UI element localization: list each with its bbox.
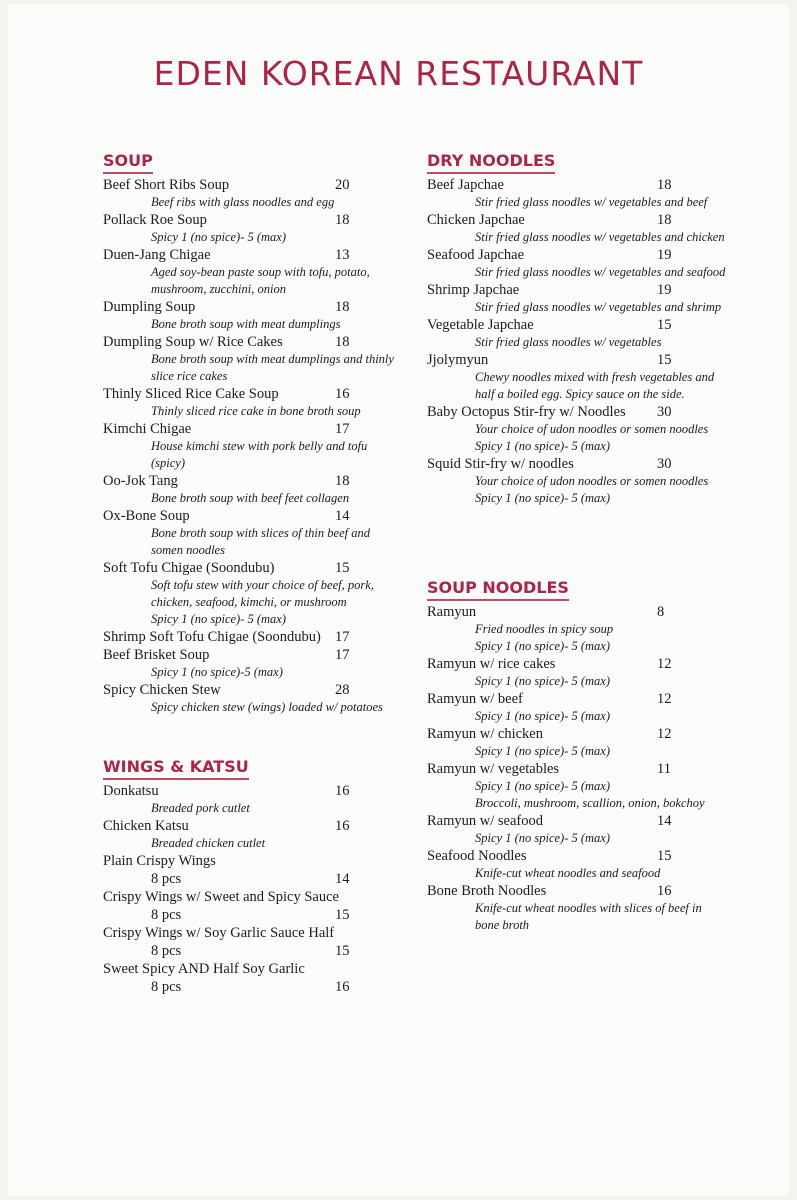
item-name: Ramyun w/ beef <box>427 691 523 707</box>
item-price: 16 <box>657 883 672 899</box>
menu-item <box>103 246 403 298</box>
item-description: Spicy 1 (no spice)-5 (max) <box>151 665 283 679</box>
item-description: Stir fried glass noodles w/ vegetables and chicken <box>475 230 725 244</box>
item-price: 17 <box>335 629 350 645</box>
item-name: Thinly Sliced Rice Cake Soup <box>103 386 279 402</box>
item-price: 18 <box>657 177 672 193</box>
item-price: 16 <box>335 783 350 799</box>
menu-item <box>427 351 727 403</box>
item-name: Bone Broth Noodles <box>427 883 547 899</box>
item-description: Spicy 1 (no spice)- 5 (max) <box>475 491 611 505</box>
menu-item <box>103 507 403 559</box>
item-price: 18 <box>335 334 350 350</box>
item-price: 15 <box>657 848 672 864</box>
restaurant-title: EDEN KOREAN RESTAURANT <box>153 54 644 93</box>
menu-section-soup-noodles <box>427 577 727 934</box>
item-description: Your choice of udon noodles or somen noodles <box>475 474 709 488</box>
item-price: 30 <box>657 456 672 472</box>
menu-item <box>427 455 727 507</box>
item-name: Jjolymyun <box>427 352 489 368</box>
item-price: 12 <box>657 691 672 707</box>
item-description: Bone broth soup with meat dumplings and thinly slice rice cakes <box>151 352 394 383</box>
item-description: Breaded pork cutlet <box>151 801 250 815</box>
item-name: Duen-Jang Chigae <box>103 247 211 263</box>
item-price: 16 <box>335 818 350 834</box>
item-price: 14 <box>657 813 672 829</box>
menu-item <box>427 403 727 455</box>
item-price: 16 <box>335 979 350 995</box>
item-price: 15 <box>335 943 350 959</box>
menu-item <box>427 690 727 725</box>
item-price: 20 <box>335 177 350 193</box>
menu-item <box>103 176 403 211</box>
item-name: Ramyun <box>427 604 477 620</box>
item-description: Spicy 1 (no spice)- 5 (max) <box>475 639 611 653</box>
menu-item <box>427 316 727 351</box>
item-name: Kimchi Chigae <box>103 421 192 437</box>
menu-item <box>103 628 403 646</box>
section-title: SOUP NOODLES <box>427 577 569 601</box>
item-description: Spicy 1 (no spice)- 5 (max) <box>475 779 611 793</box>
item-name: Ramyun w/ rice cakes <box>427 656 556 672</box>
item-description: Aged soy-bean paste soup with tofu, potato, mushroom, zucchini, onion <box>151 265 370 296</box>
item-name: Spicy Chicken Stew <box>103 682 221 698</box>
item-description: Broccoli, mushroom, scallion, onion, bokchoy <box>475 796 705 810</box>
item-description: Bone broth soup with beef feet collagen <box>151 491 350 505</box>
item-name: Ramyun w/ chicken <box>427 726 543 742</box>
item-name: Ramyun w/ vegetables <box>427 761 560 777</box>
item-description: Spicy 1 (no spice)- 5 (max) <box>475 709 611 723</box>
item-name: Chicken Japchae <box>427 212 525 228</box>
item-price: 18 <box>335 473 350 489</box>
item-price: 16 <box>335 386 350 402</box>
menu-item <box>103 924 403 942</box>
item-description: Stir fried glass noodles w/ vegetables and seafood <box>475 265 726 279</box>
item-price: 13 <box>335 247 350 263</box>
item-description: Your choice of udon noodles or somen noodles <box>475 422 709 436</box>
item-description: Chewy noodles mixed with fresh vegetables and half a boiled egg. Spicy sauce on the side. <box>475 370 715 401</box>
item-description: Knife-cut wheat noodles and seafood <box>475 866 661 880</box>
item-description: Spicy 1 (no spice)- 5 (max) <box>151 230 287 244</box>
item-price: 18 <box>335 212 350 228</box>
menu-item <box>103 385 403 420</box>
item-name: Chicken Katsu <box>103 818 189 834</box>
item-price: 15 <box>335 907 350 923</box>
item-description: Spicy 1 (no spice)- 5 (max) <box>475 831 611 845</box>
item-description: Fried noodles in spicy soup <box>475 622 614 636</box>
item-name: Ramyun w/ seafood <box>427 813 543 829</box>
menu-item <box>427 760 727 812</box>
item-name: Seafood Japchae <box>427 247 525 263</box>
menu-item <box>427 211 727 246</box>
item-name: Soft Tofu Chigae (Soondubu) <box>103 560 275 576</box>
item-name: Seafood Noodles <box>427 848 527 864</box>
section-title: WINGS & KATSU <box>103 756 249 780</box>
item-name: Donkatsu <box>103 783 159 799</box>
item-price: 14 <box>335 871 350 887</box>
menu-section-soup <box>103 150 403 716</box>
item-description: Spicy chicken stew (wings) loaded w/ potatoes <box>151 700 383 714</box>
item-price: 18 <box>335 299 350 315</box>
menu-item <box>427 603 727 655</box>
item-name: 8 pcs <box>151 943 182 959</box>
menu-item <box>103 559 403 628</box>
item-name: Shrimp Japchae <box>427 282 520 298</box>
menu-item <box>103 298 403 333</box>
item-description: Stir fried glass noodles w/ vegetables and shrimp <box>475 300 722 314</box>
item-description: Spicy 1 (no spice)- 5 (max) <box>151 612 287 626</box>
menu-item <box>103 333 403 385</box>
item-description: Soft tofu stew with your choice of beef, pork, chicken, seafood, kimchi, or mushroom <box>151 578 374 609</box>
menu-item <box>427 812 727 847</box>
menu-item <box>103 472 403 507</box>
item-name: Dumpling Soup <box>103 299 196 315</box>
item-name: Beef Japchae <box>427 177 504 193</box>
item-name: Beef Short Ribs Soup <box>103 177 230 193</box>
menu-item <box>103 870 403 888</box>
item-description: Spicy 1 (no spice)- 5 (max) <box>475 674 611 688</box>
item-price: 11 <box>657 761 671 777</box>
menu-item <box>103 852 403 870</box>
item-description: House kimchi stew with pork belly and tofu (spicy) <box>151 439 368 470</box>
item-description: Thinly sliced rice cake in bone broth soup <box>151 404 361 418</box>
menu-item <box>427 725 727 760</box>
menu-item <box>103 646 403 681</box>
item-name: Sweet Spicy AND Half Soy Garlic <box>103 961 305 977</box>
item-price: 8 <box>657 604 665 620</box>
item-name: Beef Brisket Soup <box>103 647 210 663</box>
item-price: 30 <box>657 404 672 420</box>
item-price: 15 <box>657 317 672 333</box>
menu-section-wings-katsu <box>103 756 403 996</box>
item-name: Oo-Jok Tang <box>103 473 178 489</box>
item-name: Plain Crispy Wings <box>103 853 216 869</box>
item-name: Ox-Bone Soup <box>103 508 190 524</box>
item-price: 12 <box>657 656 672 672</box>
item-price: 18 <box>657 212 672 228</box>
item-description: Knife-cut wheat noodles with slices of beef in bone broth <box>475 901 702 932</box>
item-name: Shrimp Soft Tofu Chigae (Soondubu) <box>103 629 321 645</box>
menu-item <box>103 211 403 246</box>
item-name: Dumpling Soup w/ Rice Cakes <box>103 334 283 350</box>
item-name: Squid Stir-fry w/ noodles <box>427 456 574 472</box>
item-description: Stir fried glass noodles w/ vegetables <box>475 335 662 349</box>
item-price: 19 <box>657 247 672 263</box>
item-name: Baby Octopus Stir-fry w/ Noodles <box>427 404 626 420</box>
menu-item <box>103 942 403 960</box>
menu-item <box>103 978 403 996</box>
item-description: Bone broth soup with meat dumplings <box>151 317 341 331</box>
item-price: 15 <box>657 352 672 368</box>
item-description: Spicy 1 (no spice)- 5 (max) <box>475 744 611 758</box>
item-name: 8 pcs <box>151 907 182 923</box>
menu-item <box>427 655 727 690</box>
item-name: Pollack Roe Soup <box>103 212 207 228</box>
menu-item <box>103 906 403 924</box>
item-description: Bone broth soup with slices of thin beef and somen noodles <box>151 526 370 557</box>
item-price: 17 <box>335 647 350 663</box>
item-price: 28 <box>335 682 350 698</box>
section-title: SOUP <box>103 150 153 174</box>
item-description: Breaded chicken cutlet <box>151 836 266 850</box>
menu-item <box>427 176 727 211</box>
menu-item <box>103 681 403 716</box>
item-name: Crispy Wings w/ Soy Garlic Sauce Half <box>103 925 335 941</box>
item-name: 8 pcs <box>151 871 182 887</box>
item-description: Spicy 1 (no spice)- 5 (max) <box>475 439 611 453</box>
menu-item <box>427 246 727 281</box>
item-description: Beef ribs with glass noodles and egg <box>151 195 335 209</box>
item-name: Crispy Wings w/ Sweet and Spicy Sauce <box>103 889 339 905</box>
menu-item <box>427 281 727 316</box>
menu-section-dry-noodles <box>427 150 727 507</box>
menu-item <box>103 888 403 906</box>
menu-item <box>103 817 403 852</box>
right-column <box>427 150 727 934</box>
item-price: 17 <box>335 421 350 437</box>
item-price: 19 <box>657 282 672 298</box>
menu-item <box>427 882 727 934</box>
item-price: 15 <box>335 560 350 576</box>
item-price: 14 <box>335 508 350 524</box>
left-column <box>103 150 403 996</box>
menu-item <box>103 782 403 817</box>
item-name: 8 pcs <box>151 979 182 995</box>
menu-item <box>103 420 403 472</box>
item-description: Stir fried glass noodles w/ vegetables and beef <box>475 195 708 209</box>
menu-item <box>103 960 403 978</box>
item-price: 12 <box>657 726 672 742</box>
section-title: DRY NOODLES <box>427 150 555 174</box>
item-name: Vegetable Japchae <box>427 317 534 333</box>
menu-item <box>427 847 727 882</box>
